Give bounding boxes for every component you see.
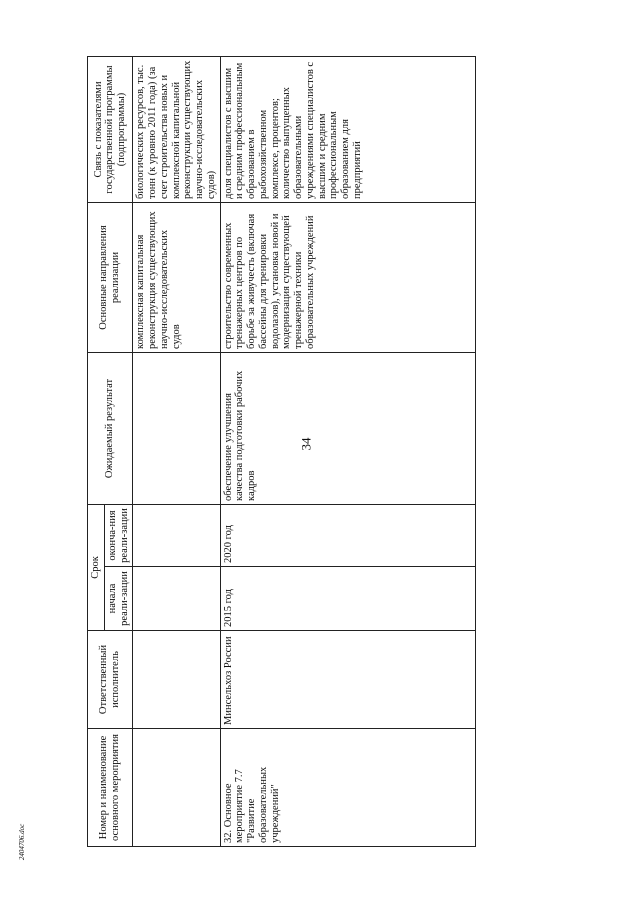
cell-indicators: биологических ресурсов, тыс. тонн (к уровню 2011 года) (за счет строительства новых и комплексной капитальной реконструкции существующих научно-исследовательских судов)	[133, 56, 220, 202]
header-executor: Ответственный исполнитель	[88, 631, 133, 729]
cell-empty	[133, 631, 220, 729]
cell-empty	[133, 352, 220, 504]
footer-code: 2404706.doc	[18, 823, 27, 861]
table-row-continued	[133, 56, 220, 846]
header-row	[88, 56, 105, 846]
cell-number-name: 32. Основное мероприятие 7.7 "Развитие образовательных учреждений"	[220, 729, 475, 847]
cell-indicators: доля специалистов с высшим и средним профессиональным образованием в рыбохозяйственном комплексе, процентов; количество выпущенных образовательными учреждениями специалистов с высшим и средним профессиональным образованием для предприятий	[220, 56, 475, 202]
cell-empty	[133, 504, 220, 566]
header-end: оконча-ния реали-зации	[104, 504, 133, 566]
cell-executor: Минсельхоз России	[220, 631, 475, 729]
header-indicators: Связь с показателями государственной программы (подпрограммы)	[88, 56, 133, 202]
cell-end: 2020 год	[220, 504, 475, 566]
header-number-name: Номер и наименование основного мероприятия	[88, 729, 133, 847]
table-row-32	[220, 56, 475, 846]
header-start: начала реали-зации	[104, 567, 133, 631]
cell-empty	[133, 567, 220, 631]
header-directions: Основные направления реализации	[88, 202, 133, 352]
cell-empty	[133, 729, 220, 847]
page-number: 34	[298, 437, 314, 451]
header-result: Ожидаемый результат	[88, 352, 133, 504]
cell-directions: строительство современных тренажерных центров по борьбе за живучесть (включая бассейны для тренировки водолазов), установка новой и модернизация существующей тренажерной техники образовательных учреждений	[220, 202, 475, 352]
program-table	[87, 56, 476, 847]
cell-directions: комплексная капитальная реконструкция существующих научно-исследовательских судов	[133, 202, 220, 352]
header-term: Срок	[88, 504, 105, 630]
cell-result: обеспечение улучшения качества подготовки рабочих кадров	[220, 352, 475, 504]
cell-start: 2015 год	[220, 567, 475, 631]
